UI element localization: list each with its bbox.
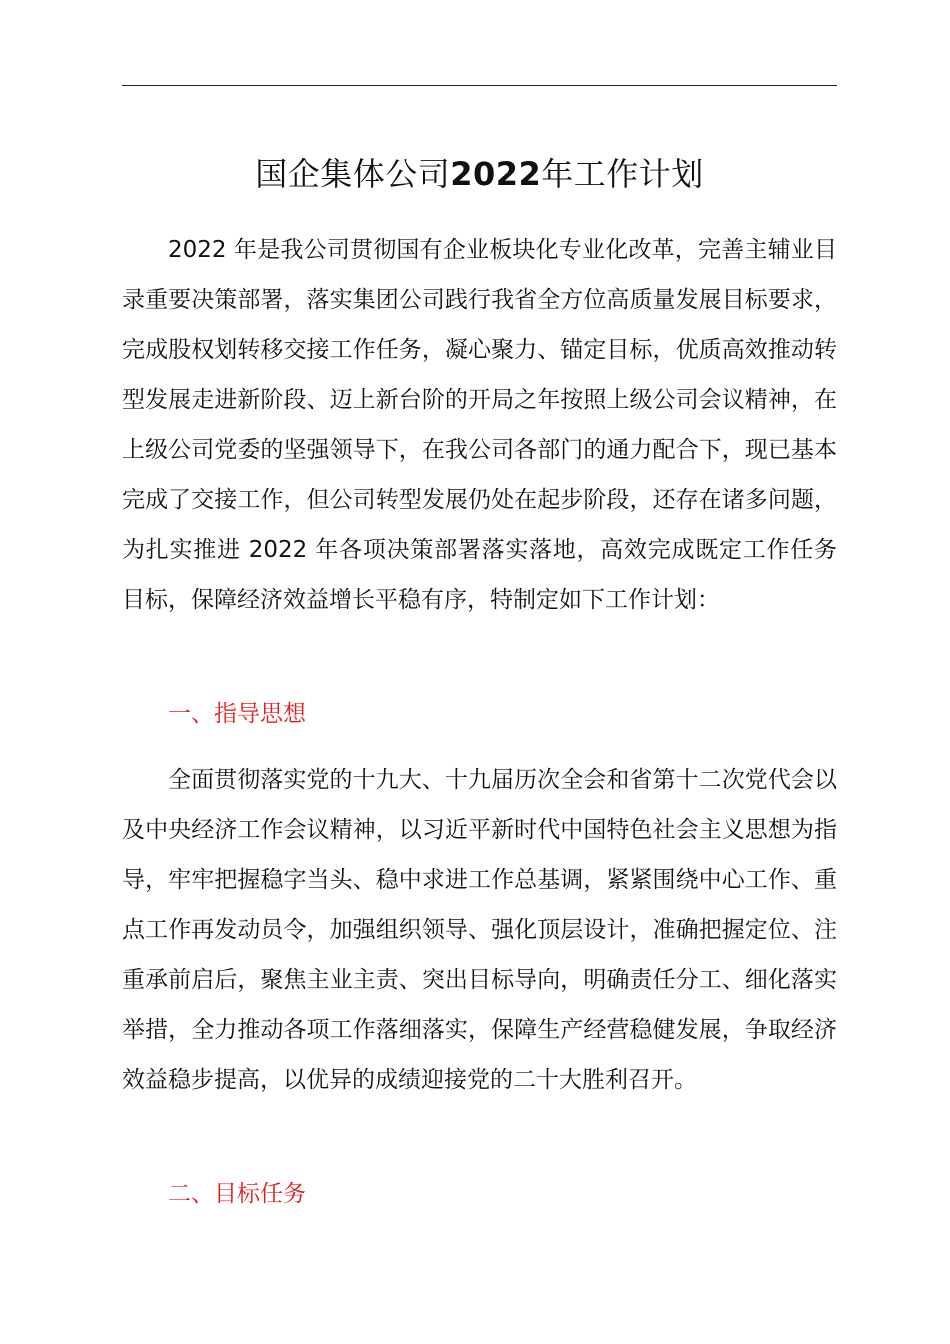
section-heading-objectives: 二、目标任务 xyxy=(168,1181,306,1207)
header-rule xyxy=(122,85,837,86)
title-year: 2022 xyxy=(450,155,542,193)
intro-paragraph: 2022 年是我公司贯彻国有企业板块化专业化改革，完善主辅业目录重要决策部署，落实集团公司践行我省全方位高质量发展目标要求，完成股权划转移交接工作任务，凝心聚力、锚定目标，优质高效推动转型发展走进新阶段、迈上新台阶的开局之年按照上级公司会议精神，在上级公司党委的坚强领导下，在我公司各部门的通力配合下，现已基本完成了交接工作，但公司转型发展仍处在起步阶段，还存在诸多问题，为扎实推进 2022 年各项决策部署落实落地，高效完成既定工作任务目标，保障经济效益增长平稳有序，特制定如下工作计划： xyxy=(122,237,837,613)
guiding-thought-paragraph: 全面贯彻落实党的十九大、十九届历次全会和省第十二次党代会以及中央经济工作会议精神，以习近平新时代中国特色社会主义思想为指导，牢牢把握稳字当头、稳中求进工作总基调，紧紧围绕中心工作、重点工作再发动员令，加强组织领导、强化顶层设计，准确把握定位、注重承前启后，聚焦主业主责、突出目标导向，明确责任分工、细化落实举措，全力推动各项工作落细落实，保障生产经营稳健发展，争取经济效益稳步提高，以优异的成绩迎接党的二十大胜利召开。 xyxy=(122,767,837,1093)
title-suffix: 年工作计划 xyxy=(541,155,704,193)
title-prefix: 国企集体公司 xyxy=(255,155,451,193)
section-heading-guiding-thought: 一、指导思想 xyxy=(168,701,306,727)
document-title xyxy=(122,148,837,200)
